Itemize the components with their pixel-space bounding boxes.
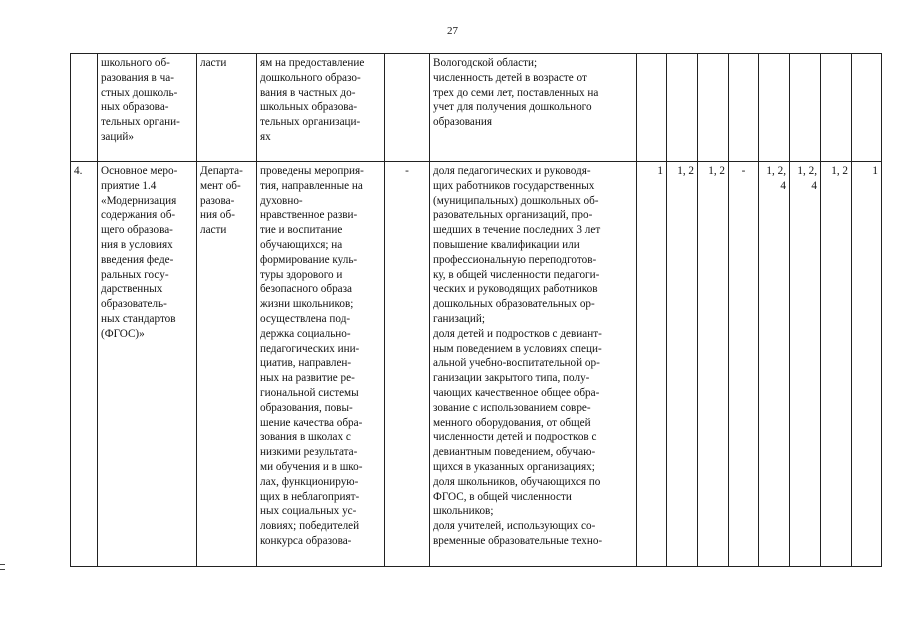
task-cell	[698, 54, 729, 162]
result-cell: проведены мероприя- тия, направленные на духовно- нравственное разви- тие и воспитание обучающихся; на формирование куль- туры здорового и безопасного образа жизни школьников; осуществлена под- держка социально- педагогических ини- циатив, направлен- ных на развитие ре- гиональной системы образования, повы- шение качества обра- зования в школах с низкими результата- ми обучения и в шко- лах, функционирую- щих в неблагоприят- ных социальных ус- ловиях; победителей конкурса образова-	[257, 162, 385, 567]
table-row	[71, 54, 882, 162]
page-number: 27	[447, 25, 458, 37]
task-cell	[667, 54, 698, 162]
responsible-cell: Департа- мент об- разова- ния об- ласти	[197, 162, 257, 567]
task-cell: 1, 2, 4	[759, 162, 790, 567]
task-cell	[852, 54, 882, 162]
task-cell: 1, 2	[698, 162, 729, 567]
row-number-cell: 4.	[71, 162, 98, 567]
task-cell	[790, 54, 821, 162]
task-cell	[759, 54, 790, 162]
indicators-cell: Вологодской области; численность детей в возрасте от трех до семи лет, поставленных на учет для получения дошкольного образования	[430, 54, 637, 162]
task-cell: 1	[852, 162, 882, 567]
task-cell: 1, 2	[821, 162, 852, 567]
task-cell: 1, 2	[667, 162, 698, 567]
task-cell	[637, 54, 667, 162]
activities-table	[70, 53, 882, 567]
responsible-cell: ласти	[197, 54, 257, 162]
dash-cell: -	[385, 162, 430, 567]
task-cell	[729, 54, 759, 162]
task-cell	[821, 54, 852, 162]
task-cell: 1, 2, 4	[790, 162, 821, 567]
indicators-cell: доля педагогических и руководя- щих работников государственных (муниципальных) дошкольных об- разовательных организаций, про- шедших в течение последних 3 лет повышение квалификации или профессиональную переподготов- ку, в общей численности педагоги- ческих и руководящих работников дошкольных образовательных ор- ганизаций; доля детей и подростков с девиант- ным поведением в условиях специ- альной учебно-воспитательной ор- ганизации закрытого типа, полу- чающих качественное общее обра- зование с использованием совре- менного оборудования, от общей численности детей и подростков с девиантным поведением, обучаю- щихся в указанных организациях; доля школьников, обучающихся по ФГОС, в общей численности школьников; доля учителей, использующих со- временные образовательные техно-	[430, 162, 637, 567]
table-row	[71, 162, 882, 567]
task-cell: -	[729, 162, 759, 567]
row-number-cell	[71, 54, 98, 162]
result-cell: ям на предоставление дошкольного образо- вания в частных до- школьных образова- тельных организаци- ях	[257, 54, 385, 162]
margin-mark	[0, 564, 5, 570]
activity-name-cell: школьного об- разования в ча- стных дошколь- ных образова- тельных органи- заций»	[98, 54, 197, 162]
dash-cell	[385, 54, 430, 162]
activity-name-cell: Основное меро- приятие 1.4 «Модернизация содержания об- щего образова- ния в условиях введения феде- ральных госу- дарственных образователь- ных стандартов (ФГОС)»	[98, 162, 197, 567]
task-cell: 1	[637, 162, 667, 567]
